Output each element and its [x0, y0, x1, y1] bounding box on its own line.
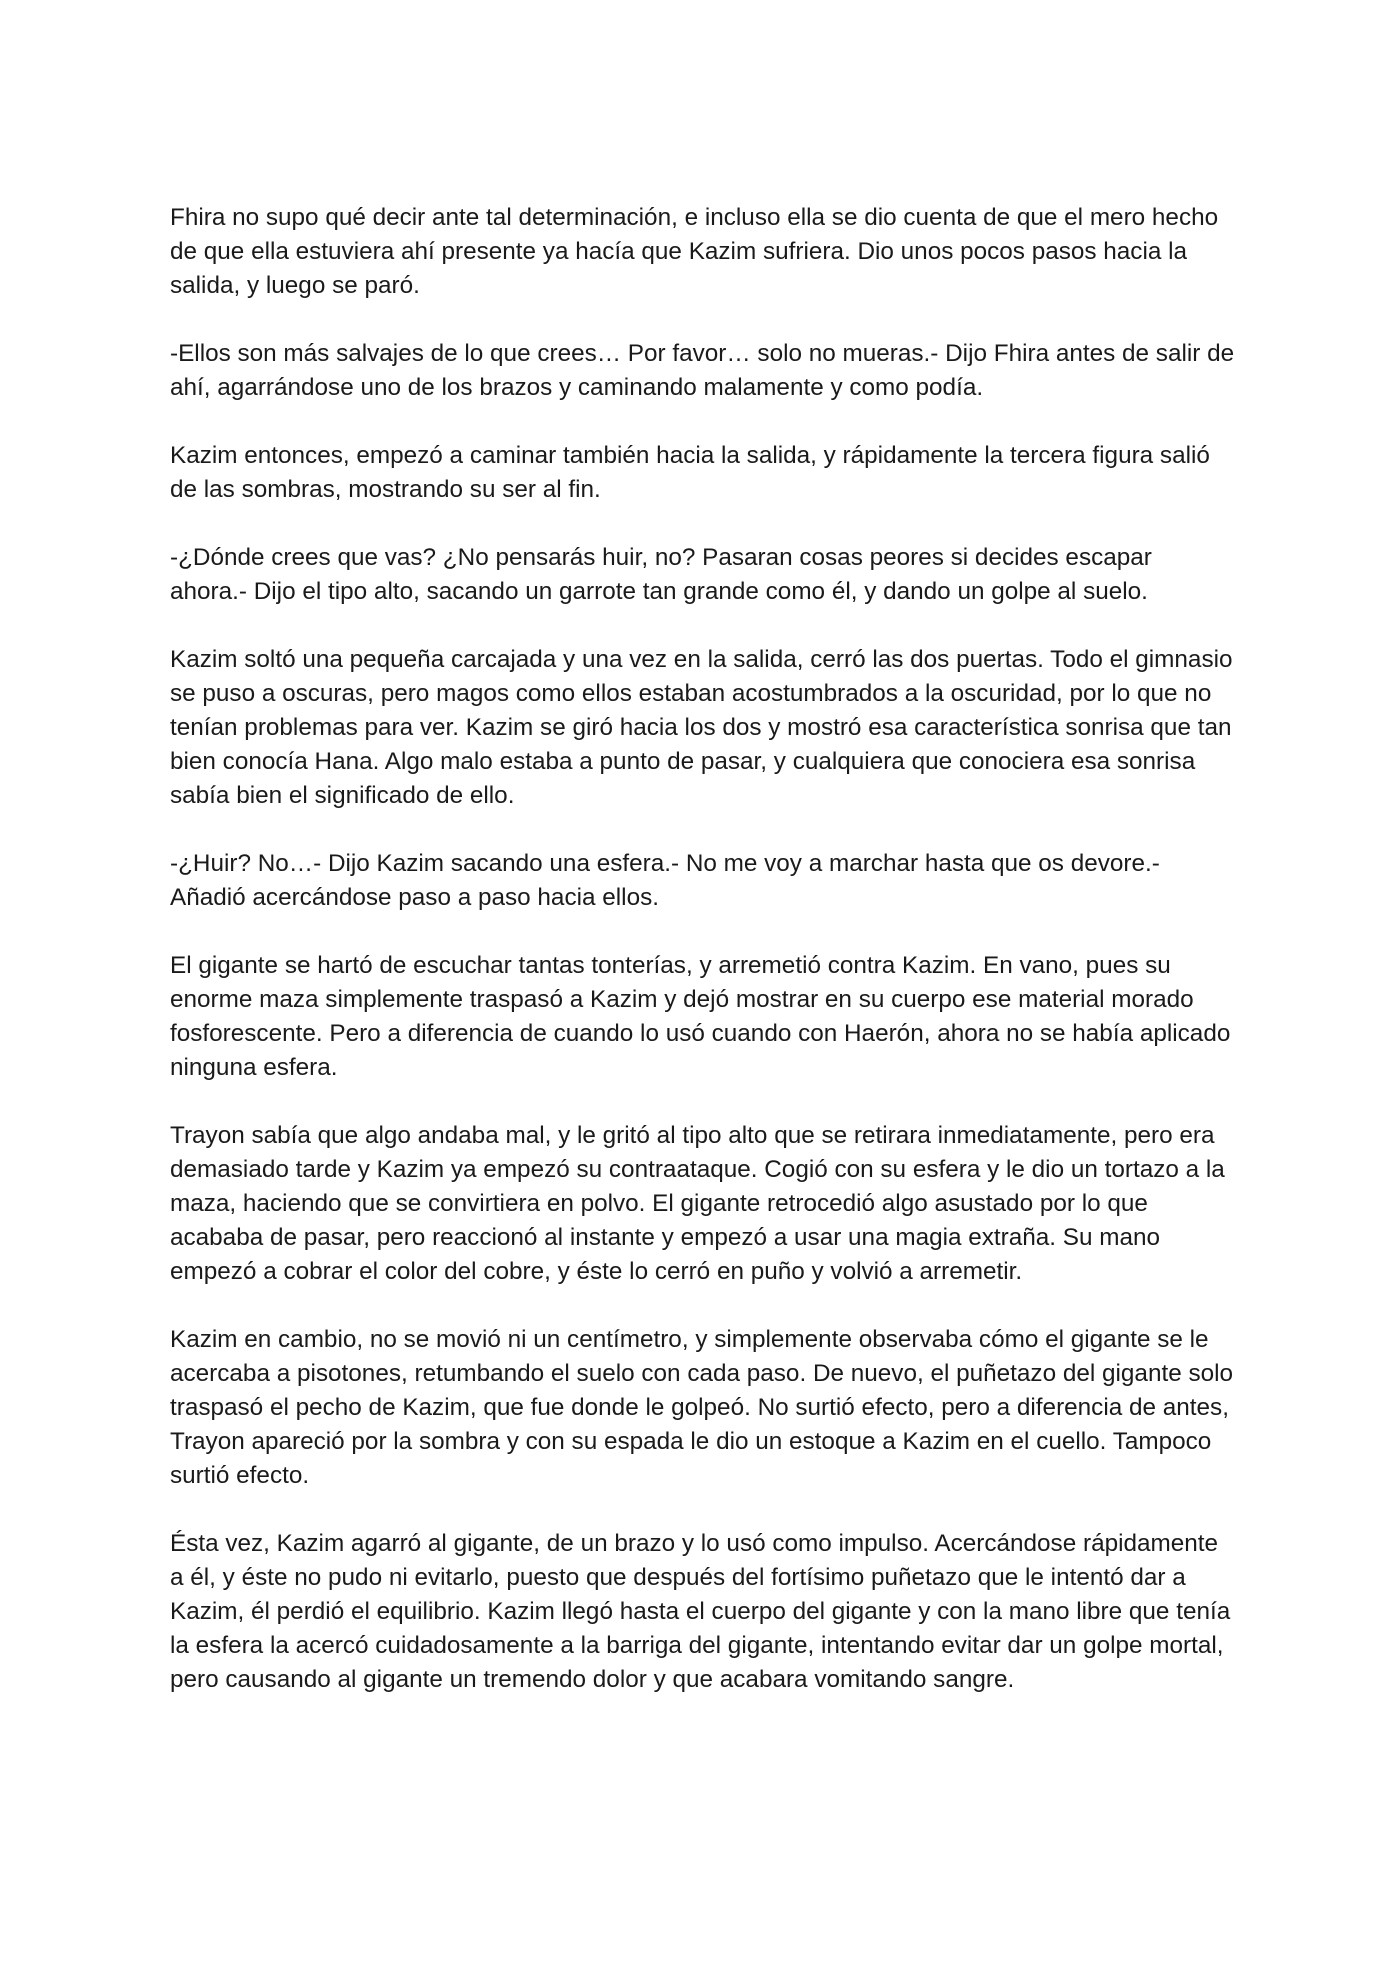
- paragraph-2: -Ellos son más salvajes de lo que crees… Por favor… solo no mueras.- Dijo Fhira antes de salir de ahí, agarrándose uno de los brazos y caminando malamente y como podía.: [170, 340, 1235, 401]
- paragraph-6: -¿Huir? No…- Dijo Kazim sacando una esfera.- No me voy a marchar hasta que os devore.- Añadió acercándose paso a paso hacia ellos.: [170, 850, 1160, 911]
- paragraph-8: Trayon sabía que algo andaba mal, y le gritó al tipo alto que se retirara inmediatamente, pero era demasiado tarde y Kazim ya empezó su contraataque. Cogió con su esfera y le dio un tortazo a la maza, haciendo que se convirtiera en polvo. El gigante retrocedió algo asustado por lo que acababa de pasar, pero reaccionó al instante y empezó a usar una magia extraña. Su mano empezó a cobrar el color del cobre, y éste lo cerró en puño y volvió a arremetir.: [170, 1122, 1225, 1285]
- document-body: [170, 201, 1235, 1697]
- paragraph-3: Kazim entonces, empezó a caminar también hacia la salida, y rápidamente la tercera figura salió de las sombras, mostrando su ser al fin.: [170, 442, 1210, 503]
- paragraph-5: Kazim soltó una pequeña carcajada y una vez en la salida, cerró las dos puertas. Todo el gimnasio se puso a oscuras, pero magos como ellos estaban acostumbrados a la oscuridad, por lo que no tenían problemas para ver. Kazim se giró hacia los dos y mostró esa característica sonrisa que tan bien conocía Hana. Algo malo estaba a punto de pasar, y cualquiera que conociera esa sonrisa sabía bien el significado de ello.: [170, 646, 1233, 809]
- paragraph-9: Kazim en cambio, no se movió ni un centímetro, y simplemente observaba cómo el gigante se le acercaba a pisotones, retumbando el suelo con cada paso. De nuevo, el puñetazo del gigante solo traspasó el pecho de Kazim, que fue donde le golpeó. No surtió efecto, pero a diferencia de antes, Trayon apareció por la sombra y con su espada le dio un estoque a Kazim en el cuello. Tampoco surtió efecto.: [170, 1326, 1234, 1489]
- paragraph-10: Ésta vez, Kazim agarró al gigante, de un brazo y lo usó como impulso. Acercándose rápidamente a él, y éste no pudo ni evitarlo, puesto que después del fortísimo puñetazo que le intentó dar a Kazim, él perdió el equilibrio. Kazim llegó hasta el cuerpo del gigante y con la mano libre que tenía la esfera la acercó cuidadosamente a la barriga del gigante, intentando evitar dar un golpe mortal, pero causando al gigante un tremendo dolor y que acabara vomitando sangre.: [170, 1530, 1231, 1693]
- paragraph-4: -¿Dónde crees que vas? ¿No pensarás huir, no? Pasaran cosas peores si decides escapar ahora.- Dijo el tipo alto, sacando un garrote tan grande como él, y dando un golpe al suelo.: [170, 544, 1152, 605]
- paragraph-1: Fhira no supo qué decir ante tal determinación, e incluso ella se dio cuenta de que el mero hecho de que ella estuviera ahí presente ya hacía que Kazim sufriera. Dio unos pocos pasos hacia la salida, y luego se paró.: [170, 204, 1219, 299]
- paragraph-7: El gigante se hartó de escuchar tantas tonterías, y arremetió contra Kazim. En vano, pues su enorme maza simplemente traspasó a Kazim y dejó mostrar en su cuerpo ese material morado fosforescente. Pero a diferencia de cuando lo usó cuando con Haerón, ahora no se había aplicado ninguna esfera.: [170, 952, 1231, 1081]
